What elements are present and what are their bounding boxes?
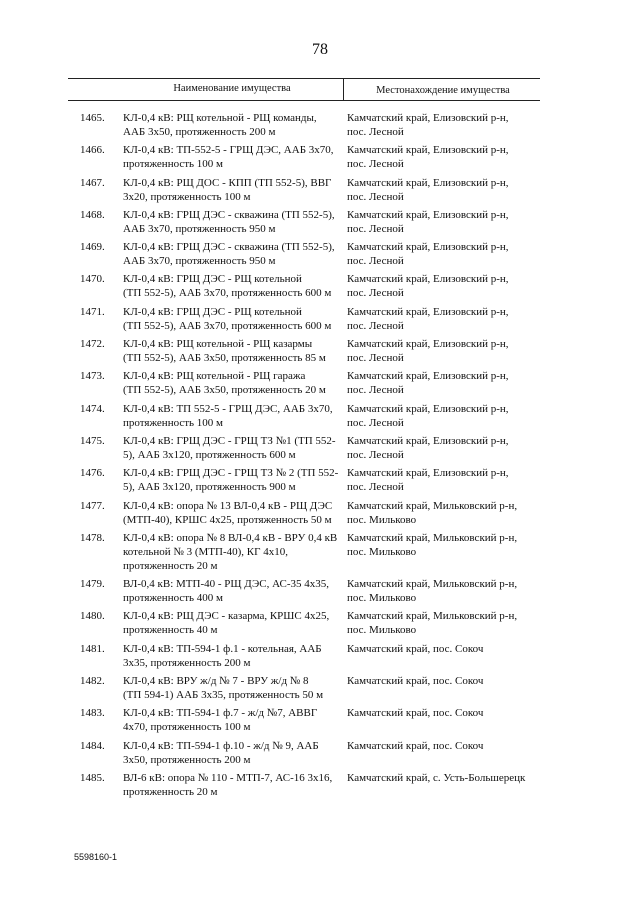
property-location: [347, 337, 547, 365]
property-location-line: пос. Лесной: [347, 222, 404, 235]
column-header-name: Наименование имущества: [173, 83, 291, 94]
property-name: [123, 706, 347, 734]
property-name-line: КЛ-0,4 кВ: ТП-594-1 ф.7 - ж/д №7, АВВГ: [123, 707, 318, 720]
property-name-line: КЛ-0,4 кВ: ТП-594-1 ф.10 - ж/д № 9, ААБ: [123, 739, 319, 752]
property-location-line: пос. Лесной: [347, 481, 404, 494]
table-row: [80, 434, 550, 462]
property-name: [123, 674, 347, 702]
property-location-line: пос. Лесной: [347, 352, 404, 365]
property-location: [347, 466, 547, 494]
table-row: [80, 143, 550, 171]
property-name-line: котельной № 3 (МТП-40), КГ 4х10,: [123, 545, 288, 558]
row-number: 1483.: [80, 707, 105, 720]
property-location-line: Камчатский край, Елизовский р-н,: [347, 112, 509, 124]
property-location: [347, 739, 547, 767]
row-number: 1476.: [80, 467, 105, 480]
property-name-line: КЛ-0,4 кВ: РЩ котельной - РЩ гаража: [123, 370, 306, 383]
property-location-line: Камчатский край, Елизовский р-н,: [347, 176, 509, 189]
property-location-line: Камчатский край, Елизовский р-н,: [347, 434, 509, 447]
property-location-line: пос. Лесной: [347, 158, 404, 171]
property-location: [347, 208, 547, 236]
property-location: [347, 176, 547, 204]
property-location-line: Камчатский край, Елизовский р-н,: [347, 273, 509, 286]
property-location-line: пос. Лесной: [347, 319, 404, 332]
property-name-line: КЛ-0,4 кВ: ГРЩ ДЭС - ГРЩ ТЗ №1 (ТП 552-: [123, 434, 336, 447]
property-name-line: ААБ 3х50, протяженность 200 м: [123, 126, 276, 138]
property-location: [347, 706, 547, 734]
header-rule-bottom: [68, 100, 540, 101]
property-name-line: протяженность 40 м: [123, 624, 218, 637]
property-location: [347, 272, 547, 300]
property-name-line: протяженность 100 м: [123, 416, 224, 429]
row-number: 1482.: [80, 675, 105, 688]
row-number: 1485.: [80, 771, 105, 784]
property-location-line: Камчатский край, Елизовский р-н,: [347, 241, 509, 254]
property-name-line: КЛ-0,4 кВ: РЩ котельной - РЩ команды,: [123, 112, 317, 124]
property-name-line: КЛ-0,4 кВ: ГРЩ ДЭС - ГРЩ ТЗ № 2 (ТП 552-: [123, 467, 339, 480]
property-name-line: КЛ-0,4 кВ: ГРЩ ДЭС - РЩ котельной: [123, 273, 302, 286]
table-row: [80, 272, 550, 300]
row-number: 1481.: [80, 642, 105, 655]
table-row: [80, 739, 550, 767]
table-row: [80, 402, 550, 430]
property-location-line: Камчатский край, Елизовский р-н,: [347, 467, 509, 480]
property-name: [123, 642, 347, 670]
property-location-line: пос. Лесной: [347, 287, 404, 300]
property-name: [123, 143, 347, 171]
table-row: [80, 609, 550, 637]
table-row: [80, 771, 550, 799]
property-name-line: протяженность 20 м: [123, 785, 218, 798]
property-name-line: КЛ-0,4 кВ: ГРЩ ДЭС - скважина (ТП 552-5),: [123, 241, 335, 254]
header-rule-top: [68, 78, 540, 79]
row-number: 1475.: [80, 434, 105, 447]
footer-document-code: 5598160-1: [74, 852, 118, 862]
property-name: [123, 240, 347, 268]
row-number: 1469.: [80, 241, 105, 254]
property-name-line: КЛ-0,4 кВ: РЩ котельной - РЩ казармы: [123, 338, 313, 351]
table-row: [80, 176, 550, 204]
property-location-line: Камчатский край, пос. Сокоч: [347, 739, 484, 752]
property-name-line: КЛ-0,4 кВ: ТП 552-5 - ГРЩ ДЭС, ААБ 3х70,: [123, 402, 333, 415]
property-location-line: Камчатский край, Елизовский р-н,: [347, 305, 509, 318]
property-location-line: Камчатский край, Мильковский р-н,: [347, 610, 518, 623]
property-name-line: КЛ-0,4 кВ: ТП-594-1 ф.1 - котельная, ААБ: [123, 642, 322, 655]
property-location: [347, 499, 547, 527]
property-location: [347, 143, 547, 171]
property-location-line: пос. Лесной: [347, 126, 404, 138]
row-number: 1478.: [80, 531, 105, 544]
table-row: [80, 111, 550, 139]
row-number: 1484.: [80, 739, 105, 752]
property-location-line: пос. Лесной: [347, 448, 404, 461]
property-name-line: (ТП 594-1) ААБ 3х35, протяженность 50 м: [123, 689, 324, 702]
property-name-line: (МТП-40), КРШС 4х25, протяженность 50 м: [123, 513, 332, 526]
property-location: [347, 369, 547, 397]
table-row: [80, 642, 550, 670]
row-number: 1479.: [80, 578, 105, 591]
property-name: [123, 739, 347, 767]
property-name-line: КЛ-0,4 кВ: опора № 8 ВЛ-0,4 кВ - ВРУ 0,4 кВ: [123, 531, 338, 544]
property-location-line: пос. Лесной: [347, 416, 404, 429]
property-name-line: (ТП 552-5), ААБ 3х50, протяженность 85 м: [123, 352, 326, 365]
property-location-line: Камчатский край, пос. Сокоч: [347, 642, 484, 655]
table-row: [80, 240, 550, 268]
property-location-line: пос. Лесной: [347, 384, 404, 397]
row-number: 1468.: [80, 208, 105, 221]
row-number: 1470.: [80, 273, 105, 286]
row-number: 1467.: [80, 176, 105, 189]
property-name-line: протяженность 400 м: [123, 592, 224, 605]
property-name-line: протяженность 100 м: [123, 158, 224, 171]
property-location: [347, 674, 547, 702]
property-name-line: ААБ 3х70, протяженность 950 м: [123, 255, 276, 268]
property-name-line: 3х20, протяженность 100 м: [123, 190, 251, 203]
property-name-line: протяженность 20 м: [123, 559, 218, 572]
row-number: 1480.: [80, 610, 105, 623]
property-name: [123, 771, 347, 799]
property-name-line: 3х35, протяженность 200 м: [123, 656, 251, 669]
property-name-line: КЛ-0,4 кВ: ВРУ ж/д № 7 - ВРУ ж/д № 8: [123, 675, 309, 688]
property-name: [123, 305, 347, 333]
table-row: [80, 499, 550, 527]
property-name: [123, 111, 347, 139]
table-row: [80, 706, 550, 734]
property-name: [123, 434, 347, 462]
property-location: [347, 771, 547, 799]
property-location-line: Камчатский край, пос. Сокоч: [347, 707, 484, 720]
property-location: [347, 609, 547, 637]
row-number: 1466.: [80, 144, 105, 157]
property-name: [123, 176, 347, 204]
property-location-line: пос. Мильково: [347, 545, 417, 558]
table-row: [80, 208, 550, 236]
property-location-line: Камчатский край, Мильковский р-н,: [347, 578, 518, 591]
header-column-divider: [343, 78, 344, 101]
property-name-line: 5), ААБ 3х120, протяженность 900 м: [123, 481, 296, 494]
row-number: 1477.: [80, 499, 105, 512]
row-number: 1474.: [80, 402, 105, 415]
property-location-line: Камчатский край, Мильковский р-н,: [347, 499, 518, 512]
property-location: [347, 577, 547, 605]
property-name-line: (ТП 552-5), ААБ 3х50, протяженность 20 м: [123, 384, 326, 397]
row-number: 1472.: [80, 338, 105, 351]
property-name-line: 3х50, протяженность 200 м: [123, 753, 251, 766]
table-row: [80, 305, 550, 333]
property-name: [123, 369, 347, 397]
table-row: [80, 577, 550, 605]
property-location-line: Камчатский край, Елизовский р-н,: [347, 338, 509, 351]
property-name: [123, 531, 347, 573]
table-row: [80, 531, 550, 573]
property-name: [123, 499, 347, 527]
property-name: [123, 466, 347, 494]
property-name: [123, 272, 347, 300]
property-location: [347, 402, 547, 430]
property-location-line: Камчатский край, Елизовский р-н,: [347, 208, 509, 221]
property-location-line: Камчатский край, Елизовский р-н,: [347, 370, 509, 383]
property-location-line: Камчатский край, Елизовский р-н,: [347, 144, 509, 157]
property-name-line: ААБ 3х70, протяженность 950 м: [123, 222, 276, 235]
property-location: [347, 240, 547, 268]
table-row: [80, 337, 550, 365]
property-name-line: КЛ-0,4 кВ: РЩ ДОС - КПП (ТП 552-5), ВВГ: [123, 176, 332, 189]
table-row: [80, 369, 550, 397]
property-location-line: пос. Лесной: [347, 190, 404, 203]
property-name-line: 4х70, протяженность 100 м: [123, 721, 251, 734]
property-location-line: пос. Мильково: [347, 513, 417, 526]
row-number: 1473.: [80, 370, 105, 383]
row-number: 1465.: [80, 112, 105, 124]
property-location-line: Камчатский край, с. Усть-Большерецк: [347, 771, 526, 784]
property-location: [347, 434, 547, 462]
property-location-line: пос. Мильково: [347, 592, 417, 605]
property-name-line: (ТП 552-5), ААБ 3х70, протяженность 600 м: [123, 319, 332, 332]
property-location-line: Камчатский край, Мильковский р-н,: [347, 531, 518, 544]
property-location: [347, 642, 547, 670]
property-name: [123, 609, 347, 637]
property-name-line: ВЛ-6 кВ: опора № 110 - МТП-7, АС-16 3х16,: [123, 771, 333, 784]
property-location: [347, 305, 547, 333]
table-row: [80, 466, 550, 494]
property-location-line: Камчатский край, пос. Сокоч: [347, 675, 484, 688]
column-header-location: Местонахождение имущества: [376, 85, 510, 96]
property-name: [123, 208, 347, 236]
page-number: 78: [312, 41, 328, 58]
row-number: 1471.: [80, 305, 105, 318]
table-row: [80, 674, 550, 702]
property-name-line: КЛ-0,4 кВ: ГРЩ ДЭС - РЩ котельной: [123, 305, 302, 318]
property-location: [347, 531, 547, 573]
property-name-line: КЛ-0,4 кВ: РЩ ДЭС - казарма, КРШС 4х25,: [123, 610, 330, 623]
property-location: [347, 111, 547, 139]
property-location-line: пос. Лесной: [347, 255, 404, 268]
property-location-line: пос. Мильково: [347, 624, 417, 637]
property-name-line: 5), ААБ 3х120, протяженность 600 м: [123, 448, 296, 461]
property-location-line: Камчатский край, Елизовский р-н,: [347, 402, 509, 415]
property-name: [123, 577, 347, 605]
property-name: [123, 337, 347, 365]
property-name: [123, 402, 347, 430]
property-name-line: ВЛ-0,4 кВ: МТП-40 - РЩ ДЭС, АС-35 4х35,: [123, 578, 330, 591]
property-name-line: (ТП 552-5), ААБ 3х70, протяженность 600 м: [123, 287, 332, 300]
property-table-body: [80, 111, 550, 803]
property-name-line: КЛ-0,4 кВ: опора № 13 ВЛ-0,4 кВ - РЩ ДЭС: [123, 499, 333, 512]
property-name-line: КЛ-0,4 кВ: ГРЩ ДЭС - скважина (ТП 552-5),: [123, 208, 335, 221]
property-name-line: КЛ-0,4 кВ: ТП-552-5 - ГРЩ ДЭС, ААБ 3х70,: [123, 144, 334, 157]
